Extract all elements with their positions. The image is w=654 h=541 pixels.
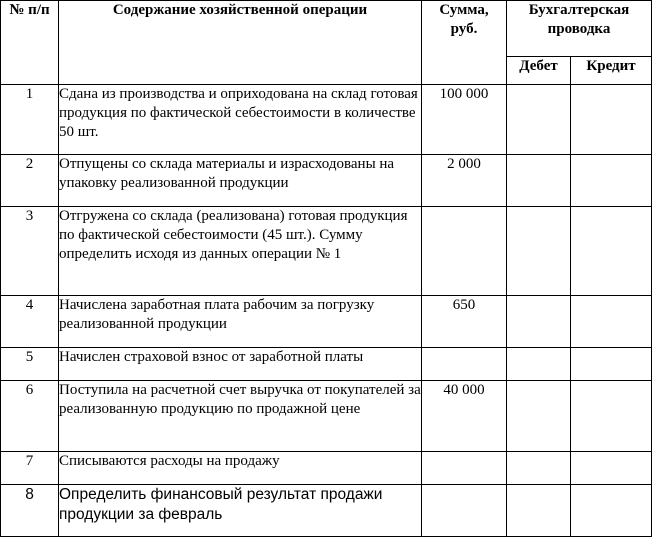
row-number: 4 — [1, 296, 59, 348]
row-debit — [507, 207, 571, 296]
row-description: Начислен страховой взнос от заработной платы — [59, 348, 422, 381]
row-credit — [571, 452, 652, 485]
row-number: 7 — [1, 452, 59, 485]
row-debit — [507, 155, 571, 207]
row-description: Отгружена со склада (реализована) готовая продукция по фактической себестоимости (45 шт.). Сумму определить исходя из данных операции № 1 — [59, 207, 422, 296]
row-number: 8 — [1, 485, 59, 537]
table-row — [1, 452, 652, 485]
row-debit — [507, 296, 571, 348]
row-sum — [422, 207, 507, 296]
table-row — [1, 348, 652, 381]
table-row — [1, 85, 652, 155]
header-number — [1, 1, 59, 85]
row-sum: 40 000 — [422, 381, 507, 452]
row-sum — [422, 452, 507, 485]
row-sum: 650 — [422, 296, 507, 348]
row-debit — [507, 381, 571, 452]
row-debit — [507, 485, 571, 537]
row-credit — [571, 296, 652, 348]
row-number: 2 — [1, 155, 59, 207]
row-debit — [507, 348, 571, 381]
row-number: 1 — [1, 85, 59, 155]
row-debit — [507, 85, 571, 155]
table-row — [1, 207, 652, 296]
header-sum — [422, 1, 507, 85]
header-entry-line1: Бухгалтерская — [528, 2, 630, 18]
row-description: Списываются расходы на продажу — [59, 452, 422, 485]
row-credit — [571, 485, 652, 537]
header-sum-line2: руб. — [450, 21, 478, 37]
row-description: Определить финансовый результат продажи продукции за февраль — [59, 485, 422, 537]
row-credit — [571, 381, 652, 452]
row-sum — [422, 348, 507, 381]
header-sum-line1: Сумма, — [439, 2, 489, 18]
row-credit — [571, 155, 652, 207]
row-description: Отпущены со склада материалы и израсходованы на упаковку реализованной продукции — [59, 155, 422, 207]
table-row — [1, 381, 652, 452]
row-credit — [571, 207, 652, 296]
row-number: 6 — [1, 381, 59, 452]
header-row-top — [1, 1, 652, 57]
table-row — [1, 485, 652, 537]
header-credit — [571, 57, 652, 85]
header-entry-line2: проводка — [547, 21, 611, 37]
row-sum: 100 000 — [422, 85, 507, 155]
header-description — [59, 1, 422, 85]
header-debit-label: Дебет — [519, 58, 558, 74]
row-number: 5 — [1, 348, 59, 381]
row-debit — [507, 452, 571, 485]
row-credit — [571, 348, 652, 381]
header-description-label: Содержание хозяйственной операции — [112, 2, 368, 18]
row-description: Сдана из производства и оприходована на склад готовая продукция по фактической себестоимости в количестве 50 шт. — [59, 85, 422, 155]
header-debit — [507, 57, 571, 85]
header-credit-label: Кредит — [586, 58, 636, 74]
row-description: Начислена заработная плата рабочим за погрузку реализованной продукции — [59, 296, 422, 348]
row-credit — [571, 85, 652, 155]
table-row — [1, 296, 652, 348]
header-accounting-entry — [507, 1, 652, 57]
row-number: 3 — [1, 207, 59, 296]
row-sum: 2 000 — [422, 155, 507, 207]
table-row — [1, 155, 652, 207]
row-sum — [422, 485, 507, 537]
header-number-label: № п/п — [9, 2, 50, 18]
row-description: Поступила на расчетной счет выручка от покупателей за реализованную продукцию по продажной цене — [59, 381, 422, 452]
